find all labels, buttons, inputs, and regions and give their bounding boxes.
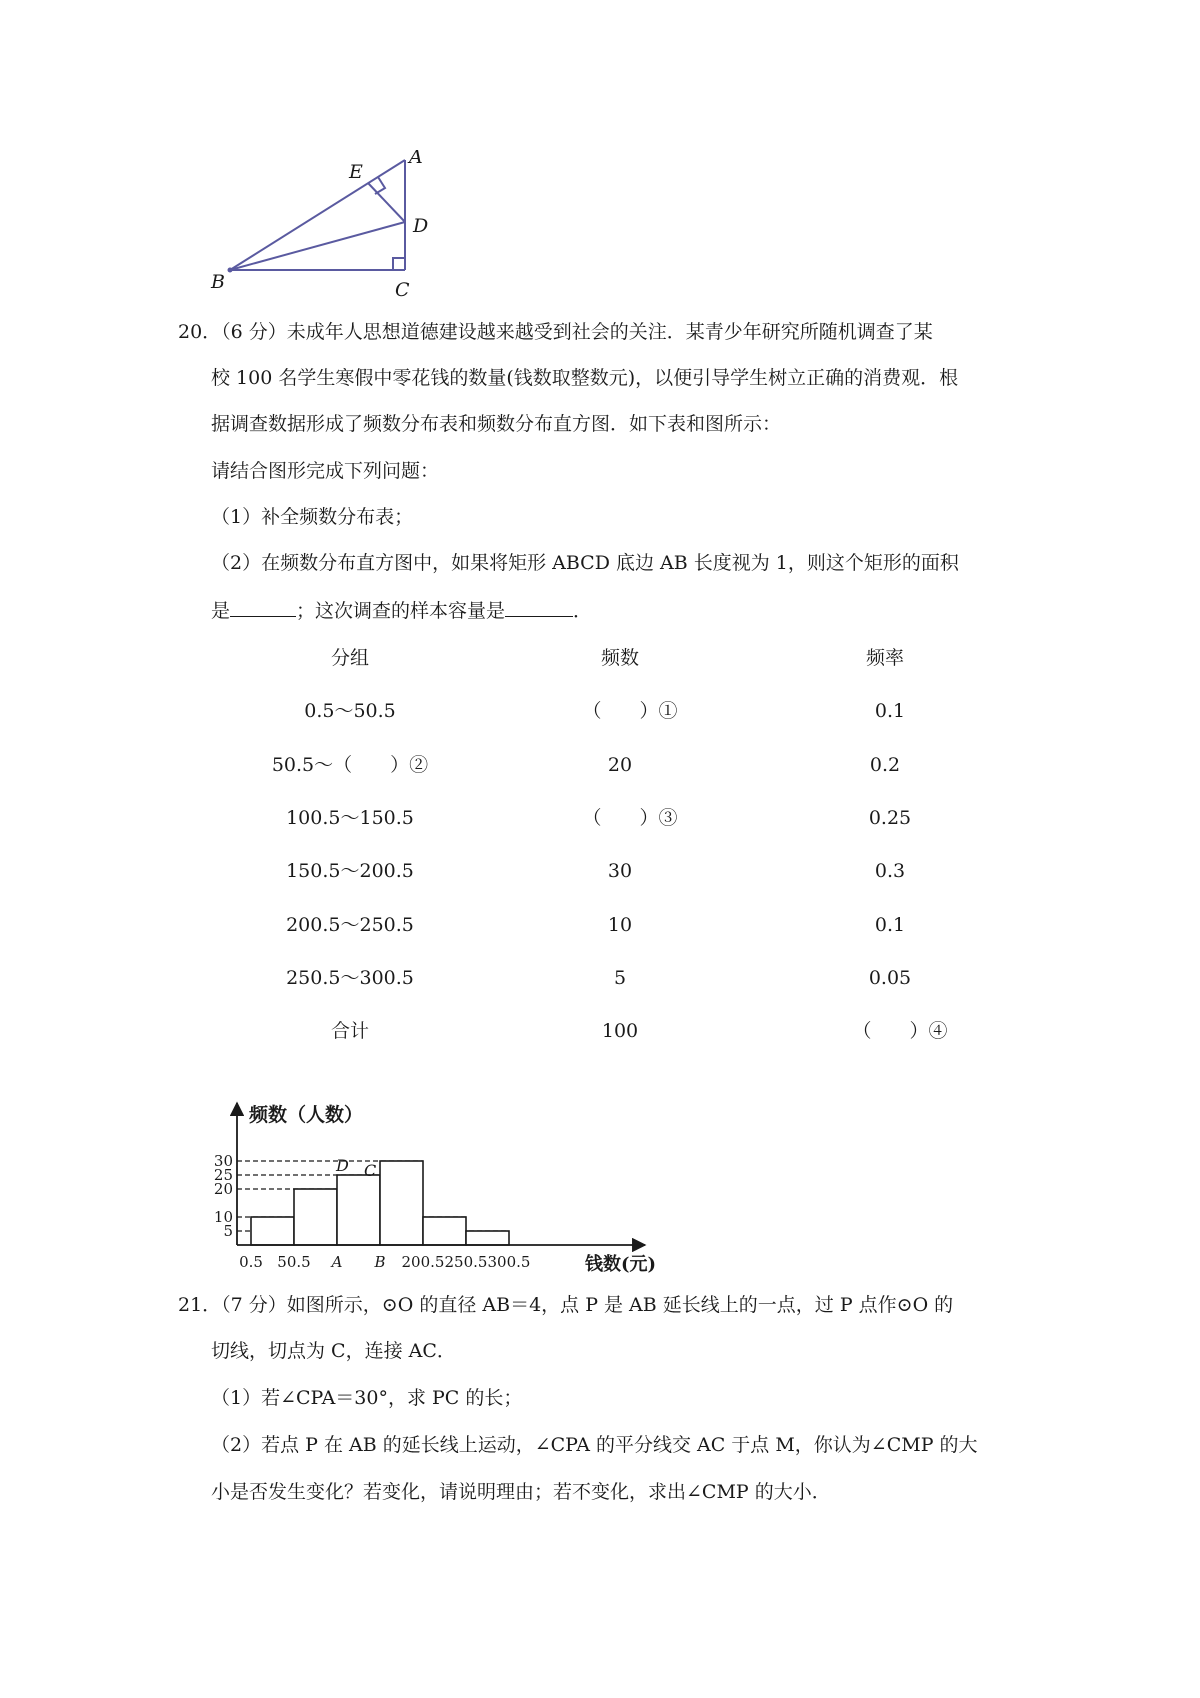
segment-BD (230, 222, 405, 270)
histogram-bar (294, 1189, 337, 1245)
y-tick-label: 10 (213, 1208, 233, 1226)
histogram-bar (337, 1175, 380, 1245)
table-row-total-freq: 100 (601, 1020, 639, 1042)
y-axis-label: 频数（人数） (249, 1104, 364, 1126)
table-row-4-rate: 0.3 (874, 860, 906, 882)
q20-text-period: ． (573, 600, 593, 622)
table-header-group: 分组 (330, 647, 369, 669)
q21-line-5: 小是否发生变化？若变化，请说明理由；若不变化，求出∠CMP 的大小． (211, 1481, 831, 1503)
table-row-6-group: 250.5～300.5 (286, 967, 414, 989)
q21-line-3: （1）若∠CPA＝30°，求 PC 的长； (211, 1387, 523, 1409)
q21-line-4: （2）若点 P 在 AB 的延长线上运动，∠CPA 的平分线交 AC 于点 M，你认为∠CMP 的大 (211, 1434, 978, 1456)
label-C: C (395, 279, 410, 300)
segment-ED (368, 183, 405, 222)
table-row-6-rate: 0.05 (868, 967, 912, 989)
histogram-bar (251, 1217, 294, 1245)
table-row-2-group: 50.5～（ ）② (271, 754, 429, 776)
histogram-bar (423, 1217, 466, 1245)
table-header-frequency: 频数 (600, 647, 639, 669)
table-row-3-group: 100.5～150.5 (286, 807, 414, 829)
q20-line-4: 请结合图形完成下列问题： (211, 460, 440, 482)
q20-line-6: （2）在频数分布直方图中，如果将矩形 ABCD 底边 AB 长度视为 1，则这个矩形的面积 (211, 552, 959, 574)
table-row-total-group: 合计 (330, 1020, 369, 1042)
segment-BA (230, 160, 405, 270)
x-tick-label: 0.5 (239, 1253, 263, 1271)
table-row-1-group: 0.5～50.5 (304, 700, 396, 722)
table-row-2-rate: 0.2 (869, 754, 901, 776)
x-tick-label: 250.5 (444, 1253, 488, 1271)
answer-blank-sample (505, 596, 573, 617)
histogram-bar (466, 1231, 509, 1245)
q20-text-shi: 是 (211, 600, 231, 622)
q21-line-1: 21．（7 分）如图所示，⊙O 的直径 AB＝4，点 P 是 AB 延长线上的一点，过 P 点作⊙O 的 (178, 1294, 954, 1316)
q20-line-5: （1）补全频数分布表； (211, 506, 414, 528)
point-B (228, 268, 233, 273)
y-tick-label: 5 (223, 1222, 233, 1240)
x-tick-label: 200.5 (401, 1253, 445, 1271)
y-tick-label: 20 (213, 1180, 233, 1198)
table-row-4-freq: 30 (607, 860, 633, 882)
table-row-1-freq: （ ）① (582, 700, 678, 722)
label-D: D (413, 215, 429, 237)
label-E: E (349, 161, 363, 183)
x-tick-label: 300.5 (487, 1253, 531, 1271)
bar-label-D: D (336, 1156, 349, 1175)
table-header-rate: 频率 (865, 647, 904, 669)
bar-label-C: C (364, 1161, 377, 1180)
table-row-5-rate: 0.1 (874, 914, 906, 936)
q20-text-sample: ；这次调查的样本容量是 (296, 600, 506, 622)
histogram (205, 1095, 675, 1280)
histogram-bar (380, 1161, 423, 1245)
q21-line-2: 切线，切点为 C，连接 AC． (211, 1340, 456, 1362)
y-tick-label: 30 (213, 1152, 233, 1170)
q20-line-3: 据调查数据形成了频数分布表和频数分布直方图．如下表和图所示： (211, 413, 782, 435)
x-tick-label: B (374, 1253, 386, 1271)
label-B: B (211, 271, 225, 293)
table-row-3-freq: （ ）③ (582, 807, 678, 829)
table-row-4-group: 150.5～200.5 (286, 860, 414, 882)
q20-line-7 (211, 596, 592, 626)
right-angle-mark-C (393, 258, 405, 270)
table-row-5-group: 200.5～250.5 (286, 914, 414, 936)
q20-line-2: 校 100 名学生寒假中零花钱的数量(钱数取整数元)，以便引导学生树立正确的消费观．根 (211, 367, 959, 389)
table-row-total-rate: （ ）④ (852, 1020, 948, 1042)
answer-blank-area (230, 596, 296, 617)
table-row-6-freq: 5 (613, 967, 627, 989)
label-A: A (409, 150, 423, 168)
table-row-1-rate: 0.1 (874, 700, 906, 722)
x-tick-label: A (331, 1253, 343, 1271)
table-row-3-rate: 0.25 (868, 807, 912, 829)
x-tick-label: 50.5 (277, 1253, 311, 1271)
q20-line-1: 20．（6 分）未成年人思想道德建设越来越受到社会的关注．某青少年研究所随机调查了某 (178, 321, 933, 343)
triangle-figure (205, 150, 435, 300)
table-row-2-freq: 20 (607, 754, 633, 776)
x-axis-label: 钱数(元) (585, 1254, 657, 1275)
table-row-5-freq: 10 (607, 914, 633, 936)
y-tick-label: 25 (213, 1166, 233, 1184)
